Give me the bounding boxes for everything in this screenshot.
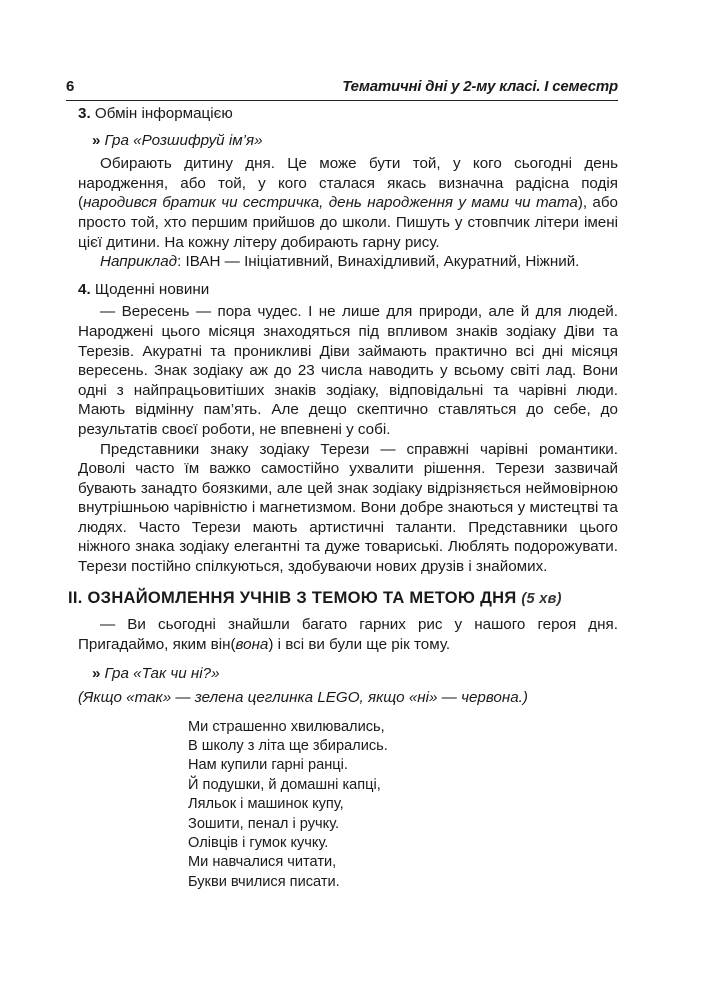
- poem-line: Ляльок і машинок купу,: [188, 796, 344, 813]
- page-content: [68, 104, 619, 892]
- item-3-number: 3.: [78, 105, 91, 122]
- item-3-title: Обмін інформацією: [94, 105, 233, 122]
- item-3: [78, 104, 618, 272]
- item-4-paragraph-1: — Вересень — пора чудес. І не лише для природи, але й для людей. Народжені цього місяця знаходяться під впливом знаків зодіаку Діви та Терезів. Акуратні та проникливі Діви займають практично всі дні місяця вересень. Знак зодіаку аж до 23 числа наводить у всьому світі лад. Вони одні з найпрацьовитіших знаків зодіаку, відповідальні та чарівні люди. Мають відмінну пам’ять. Але дещо скептично ставляться до себе, до результатів своєї роботи, не впевнені у собі.: [78, 303, 618, 438]
- game-title: Гра «Так чи ні?»: [104, 665, 220, 683]
- double-chevron-icon: »: [92, 131, 101, 149]
- italic-word: вона: [235, 635, 269, 653]
- page-header: [66, 74, 618, 101]
- item-3-paragraph: Обирають дитину дня. Це може бути той, у кого сьогодні день народження, або той, у кого сталася якась визначна радісна подія (народився братик чи сестричка, день народження у мами чи тата), або просто той, хто першим прийшов до школи. Пишуть у стовпчик літери імені цієї дитини. На кожну літеру добирають гарну рису.: [78, 155, 619, 251]
- poem-line: Ми страшенно хвилювались,: [188, 718, 385, 735]
- item-4-paragraph-2: Представники знаку зодіаку Терези — справжні чарівні романтики. Доволі часто їм важко самостійно ухвалити рішення. Терези зазвичай бувають занадто боязкими, але цей знак зодіаку відрізняється неймовірною внутрішньою чарівністю і магнетизмом. Вони добре знаються у мистецтві та людях. Часто Терези мають артистичні таланти. Представники цього ніжного знака зодіаку елегантні та дуже товариські. Люблять подорожувати. Терези постійно спілкуються, здобуваючи нових друзів і знайомих.: [78, 440, 618, 576]
- item-3-heading: [78, 104, 618, 124]
- example-text: : ІВАН — Ініціативний, Винахідливий, Акуратний, Ніжний.: [177, 253, 580, 271]
- section-numeral: II.: [68, 588, 83, 607]
- item-3-example: [78, 252, 618, 272]
- double-chevron-icon: »: [92, 665, 101, 683]
- section-time: (5 хв): [521, 590, 562, 607]
- poem-line: Ми навчалися читати,: [188, 854, 337, 871]
- example-label: Наприклад: [100, 253, 178, 271]
- game-instruction-note: (Якщо «так» — зелена цеглинка LEGO, якщо «ні» — червона.): [78, 689, 528, 707]
- section-title: ОЗНАЙОМЛЕННЯ УЧНІВ З ТЕМОЮ ТА МЕТОЮ ДНЯ: [87, 588, 517, 607]
- poem-line: Букви вчилися писати.: [188, 873, 340, 890]
- poem-line: Зошити, пенал і ручку.: [188, 815, 340, 832]
- poem-line: В школу з літа ще збирались.: [188, 738, 388, 755]
- game-title: Гра «Розшифруй ім’я»: [104, 131, 263, 149]
- running-title: Тематичні дні у 2-му класі. І семестр: [342, 78, 618, 95]
- item-4: [78, 280, 618, 577]
- poem-line: Й подушки, й домашні капці,: [188, 776, 381, 793]
- page-number: 6: [66, 78, 75, 95]
- italic-phrase: народився братик чи сестричка, день народження у мами чи тата: [83, 194, 578, 212]
- game-heading-yes-no: [92, 664, 618, 684]
- game-heading-decode-name: [92, 131, 618, 151]
- section-2-paragraph: — Ви сьогодні знайшли багато гарних рис у нашого героя дня. Пригадаймо, яким він(вона) і всі ви були ще рік тому.: [78, 616, 618, 653]
- poem: [188, 718, 618, 893]
- item-4-heading: [78, 280, 618, 300]
- section-2-heading: [68, 589, 618, 610]
- item-4-title: Щоденні новини: [94, 280, 210, 298]
- poem-line: Нам купили гарні ранці.: [188, 757, 348, 774]
- item-4-number: 4.: [78, 280, 91, 298]
- poem-line: Олівців і гумок кучку.: [188, 835, 329, 852]
